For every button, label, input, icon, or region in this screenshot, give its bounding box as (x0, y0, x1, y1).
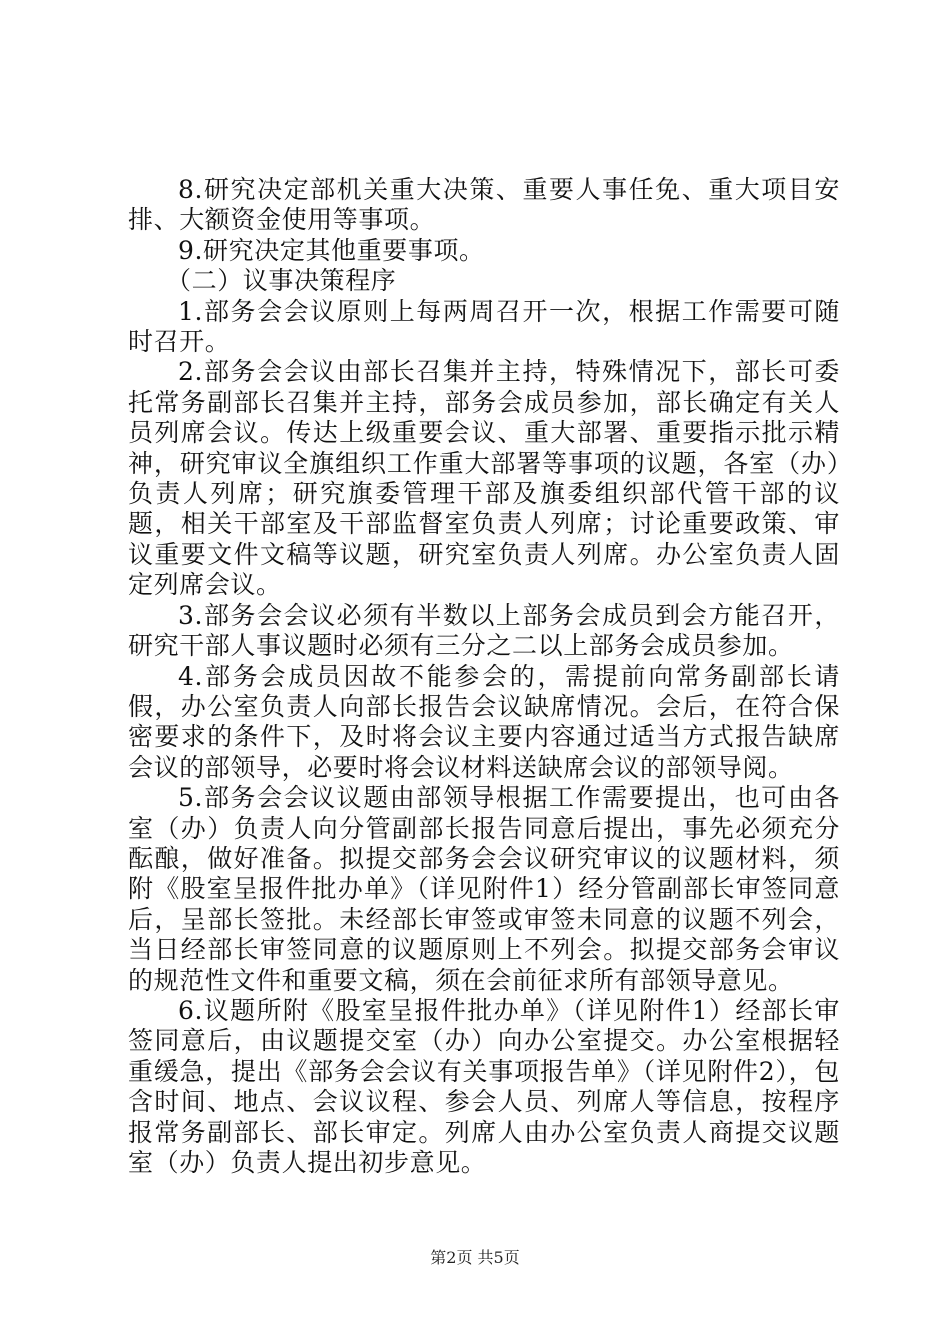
document-body (128, 175, 840, 1178)
paragraph-procedure-1: 1.部务会会议原则上每两周召开一次，根据工作需要可随时召开。 (128, 296, 840, 357)
paragraph-procedure-5: 5.部务会会议议题由部领导根据工作需要提出，也可由各室（办）负责人向分管副部长报告同意后提出，事先必须充分酝酿，做好准备。拟提交部务会会议研究审议的议题材料，须附《股室呈报件批办单》（详见附件1）经分管副部长审签同意后，呈部长签批。未经部长审签或审签未同意的议题不列会，当日经部长审签同意的议题原则上不列会。拟提交部务会审议的规范性文件和重要文稿，须在会前征求所有部领导意见。 (128, 783, 840, 995)
section-heading: （二）议事决策程序 (166, 266, 397, 296)
page-number-footer: 第2页 共5页 (430, 1248, 520, 1267)
paragraph-item-9: 9.研究决定其他重要事项。 (178, 235, 485, 265)
paragraph-procedure-2: 2.部务会会议由部长召集并主持，特殊情况下，部长可委托常务副部长召集并主持，部务会成员参加，部长确定有关人员列席会议。传达上级重要会议、重大部署、重要指示批示精神，研究审议全旗组织工作重大部署等事项的议题，各室（办）负责人列席；研究旗委管理干部及旗委组织部代管干部的议题，相关干部室及干部监督室负责人列席；讨论重要政策、审议重要文件文稿等议题，研究室负责人列席。办公室负责人固定列席会议。 (128, 357, 840, 600)
paragraph-procedure-3: 3.部务会会议必须有半数以上部务会成员到会方能召开，研究干部人事议题时必须有三分之二以上部务会成员参加。 (128, 600, 840, 661)
paragraph-procedure-4: 4.部务会成员因故不能参会的，需提前向常务副部长请假，办公室负责人向部长报告会议缺席情况。会后，在符合保密要求的条件下，及时将会议主要内容通过适当方式报告缺席会议的部领导，必要时将会议材料送缺席会议的部领导阅。 (128, 661, 840, 782)
paragraph-procedure-6: 6.议题所附《股室呈报件批办单》（详见附件1）经部长审签同意后，由议题提交室（办）向办公室提交。办公室根据轻重缓急，提出《部务会会议有关事项报告单》（详见附件2），包含时间、地点、会议议程、参会人员、列席人等信息，按程序报常务副部长、部长审定。列席人由办公室负责人商提交议题室（办）负责人提出初步意见。 (128, 995, 840, 1177)
paragraph-item-8: 8.研究决定部机关重大决策、重要人事任免、重大项目安排、大额资金使用等事项。 (128, 175, 840, 235)
